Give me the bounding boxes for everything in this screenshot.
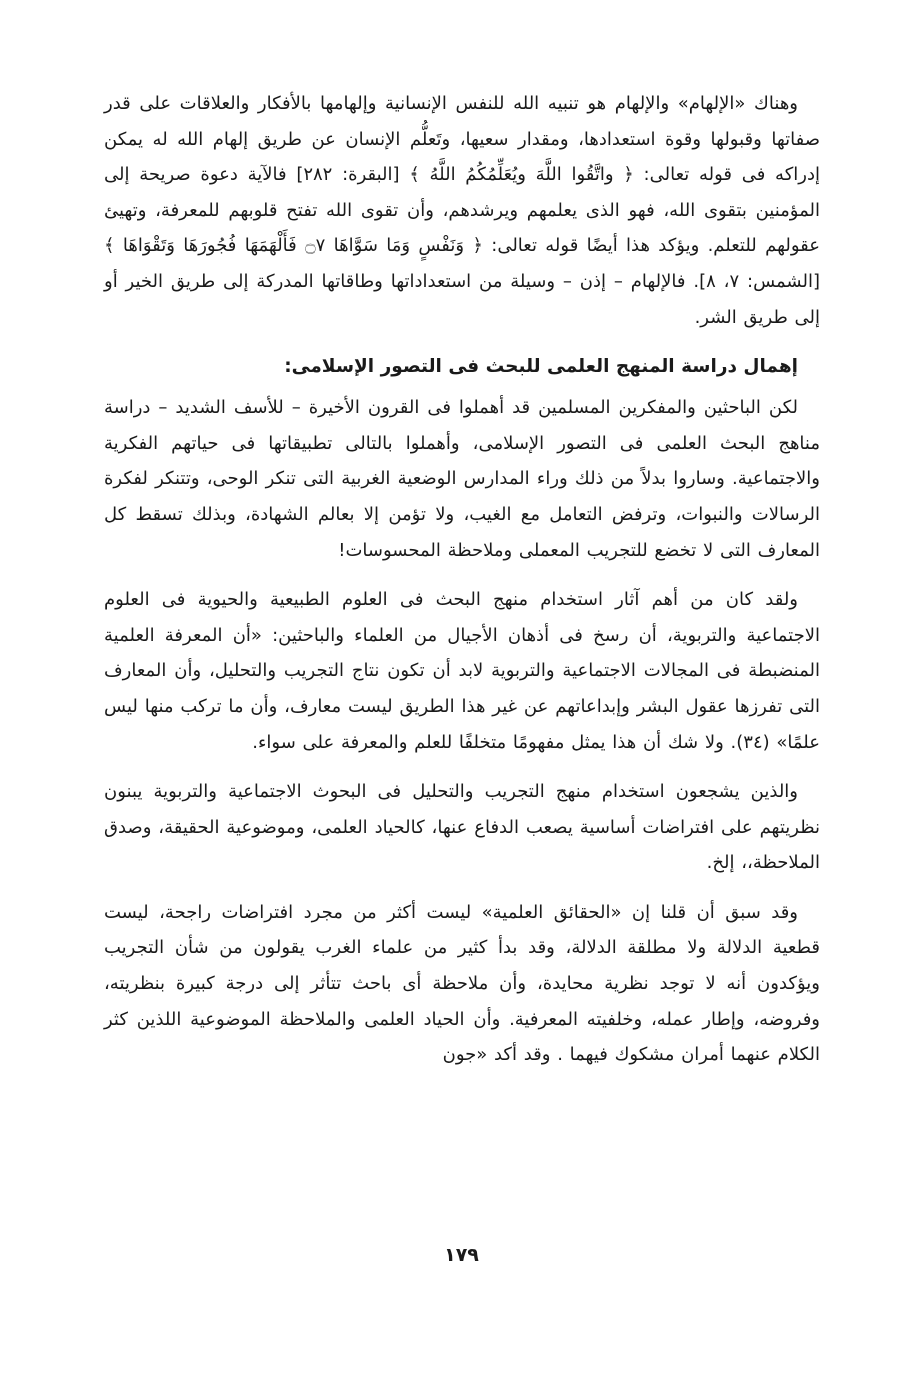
spacer [104, 881, 820, 895]
paragraph-effects: ولقد كان من أهم آثار استخدام منهج البحث فى العلوم الطبيعية والحيوية فى العلوم الاجتماعية والتربوية، أن رسخ فى أذهان الأجيال من العلماء والباحثين: «أن المعرفة العلمية المنضبطة فى المجالات الاجتماعية والتربوية لابد أن تكون نتاج التجريب والتحليل، وأن المعارف التى تفرزها عقول البشر وإبداعاتهم عن غير هذا الطريق ليست معارف، وأن ما تركب منها ليس علمًا» (٣٤). ولا شك أن هذا يمثل مفهومًا متخلفًا للعلم والمعرفة على سواء. [104, 589, 820, 753]
spacer [104, 335, 820, 349]
page-number: ١٧٩ [444, 1244, 479, 1266]
paragraph-ilham: وهناك «الإلهام» والإلهام هو تنبيه الله للنفس الإنسانية وإلهامها بالأفكار والعلاقات على قدر صفاتها وقبولها وقوة استعدادها، ومقدار سعيها، وتَعلُّم الإنسان عن طريق إلهام الله له يمكن إدراكه فى قوله تعالى: ﴿ واتَّقُوا اللَّهَ ويُعَلِّمُكُمُ اللَّهُ ﴾ [البقرة: ٢٨٢] فالآية دعوة صريحة إلى المؤمنين بتقوى الله، فهو الذى يعلمهم ويرشدهم، وأن تقوى الله تفتح قلوبهم للمعرفة، وتهيئ عقولهم للتعلم. ويؤكد هذا أيضًا قوله تعالى: ﴿ وَنَفْسٍ وَمَا سَوَّاهَا ۝٧ فَأَلْهَمَهَا فُجُورَهَا وَتَقْوَاهَا ﴾ [الشمس: ٧، ٨]. فالإلهام – إذن – وسيلة من استعداداتها وطاقاتها المدركة إلى طريق الخير أو إلى طريق الشر. [104, 93, 820, 328]
spacer [104, 760, 820, 774]
spacer [104, 568, 820, 582]
document-body [104, 86, 820, 1073]
paragraph-assumptions: والذين يشجعون استخدام منهج التجريب والتحليل فى البحوث الاجتماعية والتربوية يبنون نظريتهم على افتراضات أساسية يصعب الدفاع عنها، كالحياد العلمى، وموضوعية الحقيقة، وصدق الملاحظة،، إلخ. [104, 781, 820, 874]
paragraph-scientific-facts: وقد سبق أن قلنا إن «الحقائق العلمية» ليست أكثر من مجرد افتراضات راجحة، ليست قطعية الدلالة ولا مطلقة الدلالة، وقد بدأ كثير من علماء الغرب يقولون من شأن التجريب ويؤكدون أنه لا توجد نظرية محايدة، وأن ملاحظة أى باحث تتأثر إلى درجة كبيرة بنظريته، وفروضه، وإطار عمله، وخلفيته المعرفية. وأن الحياد العلمى والملاحظة الموضوعية اللذين كثر الكلام عنهما أمران مشكوك فيهما . وقد أكد «جون [104, 901, 820, 1066]
paragraph-neglect: لكن الباحثين والمفكرين المسلمين قد أهملوا فى القرون الأخيرة – للأسف الشديد – دراسة مناهج البحث العلمى فى التصور الإسلامى، وأهملوا بالتالى تطبيقاتها فى حياتهم الفكرية والاجتماعية. وساروا بدلاً من ذلك وراء المدارس الوضعية الغربية التى تنكر الوحى، وتتنكر لفكرة الرسالات والنبوات، وترفض التعامل مع الغيب، ولا تؤمن إلا بعالم الشهادة، وبذلك تسقط كل المعارف التى لا تخضع للتجريب المعملى وملاحظة المحسوسات! [104, 397, 820, 561]
section-heading: إهمال دراسة المنهج العلمى للبحث فى التصور الإسلامى: [284, 356, 798, 378]
